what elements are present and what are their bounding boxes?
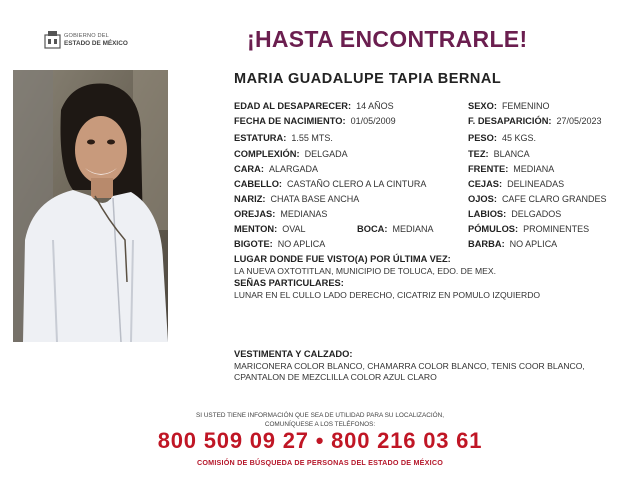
field-label: NARIZ: xyxy=(234,194,266,204)
logo-line1: GOBIERNO DEL xyxy=(64,33,109,39)
field-label: EDAD AL DESAPARECER: xyxy=(234,101,352,111)
senas-value: LUNAR EN EL CULLO LADO DERECHO, CICATRIZ EN POMULO IZQUIERDO xyxy=(234,290,541,300)
phone-numbers: 800 509 09 27 • 800 216 03 61 xyxy=(157,428,483,453)
logo-line2: ESTADO DE MÉXICO xyxy=(64,40,128,47)
field-value: DELINEADAS xyxy=(507,179,565,189)
info-line1: SI USTED TIENE INFORMACIÓN QUE SEA DE UTILIDAD PARA SU LOCALIZACIÓN, xyxy=(196,412,444,419)
field-value: 1.55 MTS. xyxy=(291,133,333,143)
field-label: SEXO: xyxy=(468,101,497,111)
field-orejas xyxy=(234,209,327,219)
field-labios xyxy=(468,209,561,219)
info-line2: COMUNÍQUESE A LOS TELÉFONOS: xyxy=(264,421,376,428)
field-label: LABIOS: xyxy=(468,209,507,219)
field-nariz xyxy=(234,194,359,204)
field-value: 14 AÑOS xyxy=(356,101,394,111)
field-value: DELGADA xyxy=(304,149,348,159)
lugar-value: LA NUEVA OXTOTITLAN, MUNICIPIO DE TOLUCA, EDO. DE MEX. xyxy=(234,266,497,276)
field-value: 27/05/2023 xyxy=(556,116,602,126)
field-cara xyxy=(234,164,318,174)
vestimenta-line1: MARICONERA COLOR BLANCO, CHAMARRA COLOR BLANCO, TENIS COOR BLANCO, xyxy=(234,361,585,371)
field-value: MEDIANA xyxy=(392,224,434,234)
field-label: F. DESAPARICIÓN: xyxy=(468,116,552,126)
field-value: 01/05/2009 xyxy=(350,116,396,126)
field-value: PROMINENTES xyxy=(523,224,590,234)
field-label: BIGOTE: xyxy=(234,239,273,249)
field-barba xyxy=(468,239,557,249)
contact-info xyxy=(0,411,640,429)
field-fecha-nacimiento xyxy=(234,116,396,126)
field-value: NO APLICA xyxy=(509,239,558,249)
field-value: FEMENINO xyxy=(501,101,550,111)
field-label: BARBA: xyxy=(468,239,505,249)
field-label: MENTON: xyxy=(234,224,278,234)
field-label: BOCA: xyxy=(357,224,388,234)
field-value: OVAL xyxy=(282,224,306,234)
field-label: ESTATURA: xyxy=(234,133,287,143)
field-edad xyxy=(234,101,394,111)
field-menton xyxy=(234,224,306,234)
field-cabello xyxy=(234,179,426,189)
field-value: CHATA BASE ANCHA xyxy=(270,194,360,204)
field-label: PÓMULOS: xyxy=(468,224,519,234)
field-complexion xyxy=(234,149,348,159)
field-label: CEJAS: xyxy=(468,179,503,189)
senas-label: SEÑAS PARTICULARES: xyxy=(234,278,344,288)
field-label: PESO: xyxy=(468,133,497,143)
field-value: 45 KGS. xyxy=(501,133,536,143)
missing-person-photo xyxy=(13,70,168,342)
field-peso xyxy=(468,133,536,143)
field-label: COMPLEXIÓN: xyxy=(234,149,300,159)
page-headline: ¡HASTA ENCONTRARLE! xyxy=(247,26,528,52)
field-value: CASTAÑO CLERO A LA CINTURA xyxy=(287,179,427,189)
field-cejas xyxy=(468,179,564,189)
field-value: ALARGADA xyxy=(268,164,318,174)
field-fecha-desaparicion xyxy=(468,116,602,126)
field-label: CABELLO: xyxy=(234,179,283,189)
field-value: DELGADOS xyxy=(511,209,562,219)
field-frente xyxy=(468,164,554,174)
field-label: CARA: xyxy=(234,164,264,174)
field-pomulos xyxy=(468,224,589,234)
field-label: OJOS: xyxy=(468,194,497,204)
field-boca xyxy=(357,224,434,234)
field-sexo xyxy=(468,101,549,111)
field-value: MEDIANA xyxy=(513,164,555,174)
field-tez xyxy=(468,149,530,159)
field-label: TEZ: xyxy=(468,149,489,159)
field-value: MEDIANAS xyxy=(280,209,328,219)
field-label: FRENTE: xyxy=(468,164,509,174)
field-value: CAFE CLARO GRANDES xyxy=(501,194,607,204)
field-value: BLANCA xyxy=(493,149,530,159)
field-label: FECHA DE NACIMIENTO: xyxy=(234,116,346,126)
lugar-label: LUGAR DONDE FUE VISTO(A) POR ÚLTIMA VEZ: xyxy=(234,254,451,264)
vestimenta-label: VESTIMENTA Y CALZADO: xyxy=(234,349,353,359)
commission-name: COMISIÓN DE BÚSQUEDA DE PERSONAS DEL ESTADO DE MÉXICO xyxy=(196,458,444,467)
field-bigote xyxy=(234,239,325,249)
field-label: OREJAS: xyxy=(234,209,276,219)
vestimenta-line2: CPANTALON DE MEZCLILLA COLOR AZUL CLARO xyxy=(234,372,437,382)
field-estatura xyxy=(234,133,333,143)
field-value: NO APLICA xyxy=(277,239,326,249)
person-name: MARIA GUADALUPE TAPIA BERNAL xyxy=(234,71,502,87)
field-ojos xyxy=(468,194,606,204)
